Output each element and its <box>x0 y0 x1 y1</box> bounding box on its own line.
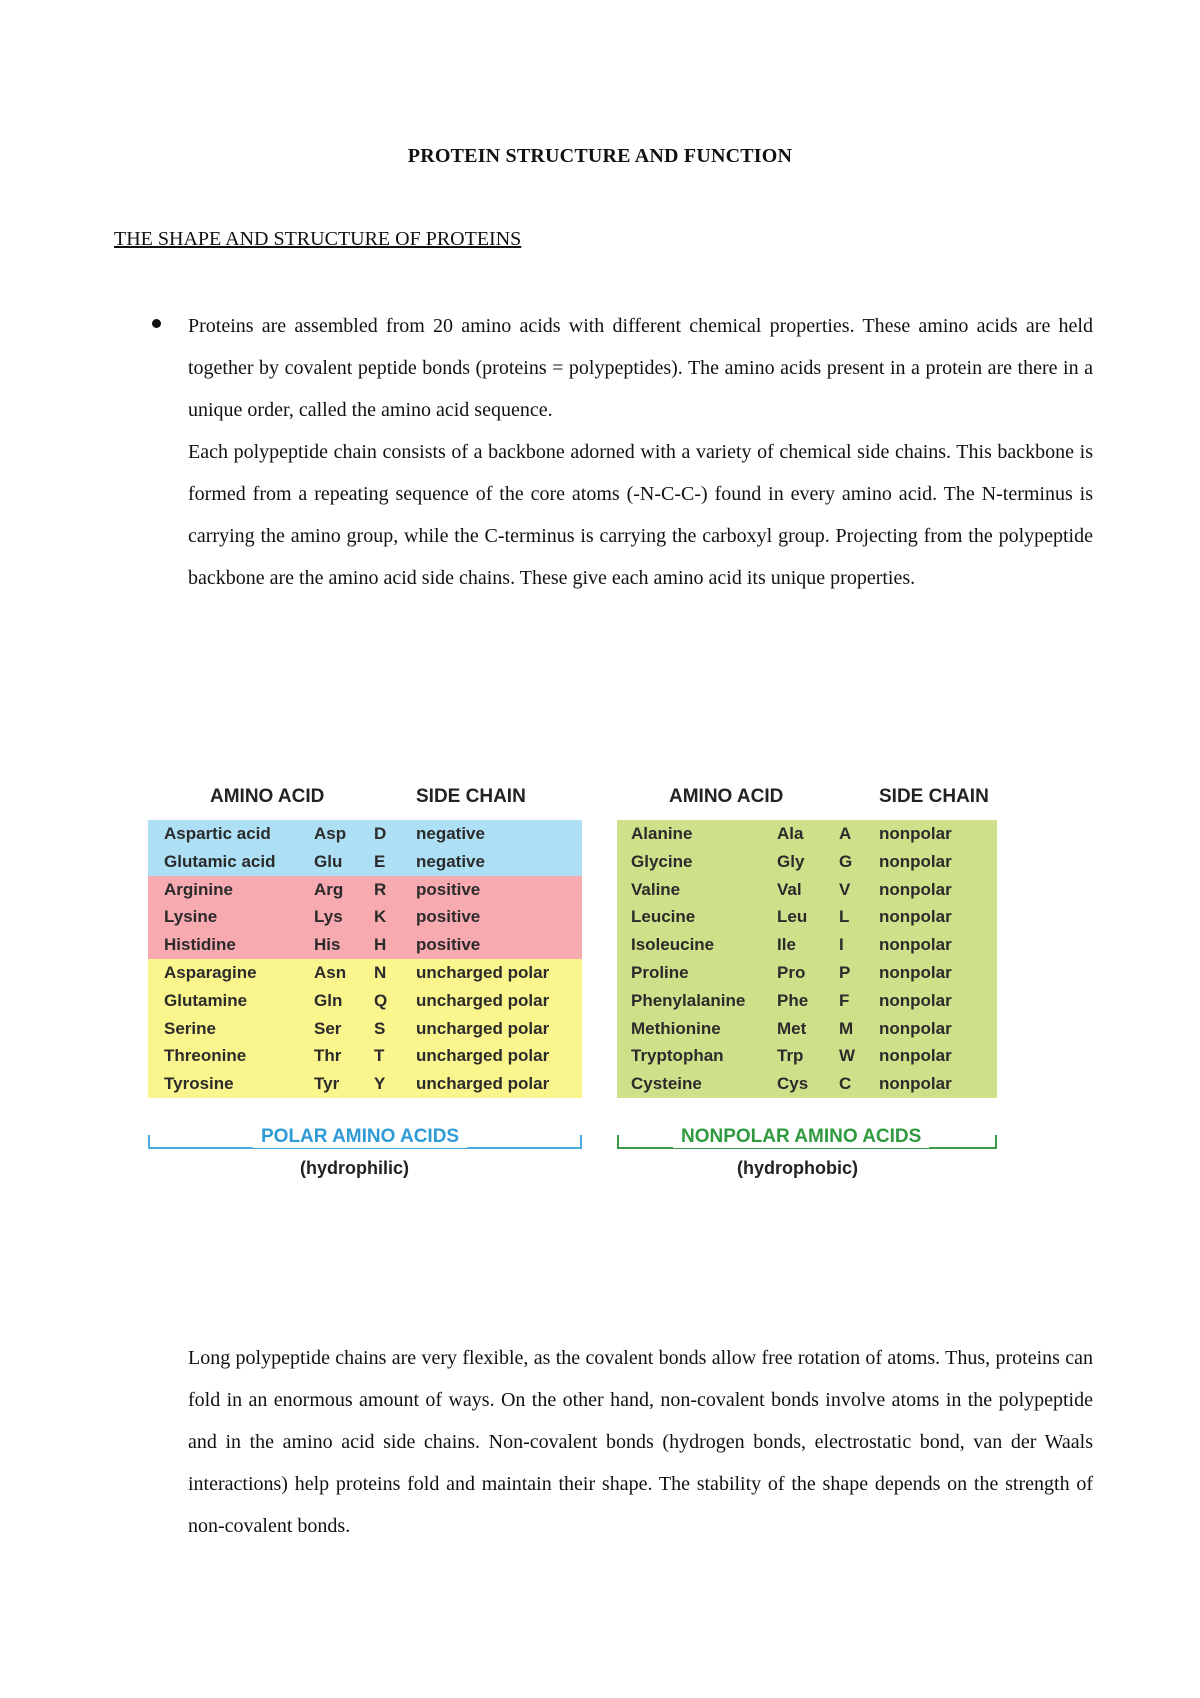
polar-abbr: Gln <box>314 990 343 1010</box>
polar-row <box>148 931 582 959</box>
polar-name: Tyrosine <box>164 1074 234 1094</box>
polar-row <box>148 848 582 876</box>
polar-name: Asparagine <box>164 962 257 982</box>
nonpolar-row <box>617 987 997 1015</box>
nonpolar-row <box>617 820 997 848</box>
polar-code: E <box>374 851 386 871</box>
nonpolar-row <box>617 903 997 931</box>
paragraph-1: Proteins are assembled from 20 amino acids with different chemical properties. These amino acids are held together by covalent peptide bonds (proteins = polypeptides). The amino acids present in a protein are there in a unique order, called the amino acid sequence. <box>188 315 1093 421</box>
nonpolar-label: NONPOLAR AMINO ACIDS <box>673 1126 929 1148</box>
polar-abbr: Tyr <box>314 1074 340 1094</box>
polar-abbr: Glu <box>314 851 343 871</box>
nonpolar-name: Phenylalanine <box>631 990 746 1010</box>
polar-row <box>148 1015 582 1043</box>
polar-name: Arginine <box>164 879 233 899</box>
section-heading: THE SHAPE AND STRUCTURE OF PROTEINS <box>114 228 522 250</box>
nonpolar-rows <box>617 820 997 1098</box>
nonpolar-code: A <box>839 824 852 843</box>
nonpolar-name: Alanine <box>631 824 693 843</box>
bullet-icon <box>152 319 161 328</box>
nonpolar-code: V <box>839 879 851 899</box>
nonpolar-row <box>617 959 997 987</box>
polar-sublabel: (hydrophilic) <box>300 1158 409 1178</box>
polar-abbr: Arg <box>314 879 344 899</box>
nonpolar-code: L <box>839 907 850 927</box>
nonpolar-name: Proline <box>631 962 689 982</box>
nonpolar-name: Tryptophan <box>631 1046 724 1066</box>
polar-name: Aspartic acid <box>164 824 271 843</box>
paragraph-3: Long polypeptide chains are very flexible, as the covalent bonds allow free rotation of atoms. Thus, proteins can fold in an enormous amount of ways. On the other hand, non-covalent bonds involve atoms in the polypeptide and in the amino acid side chains. Non-covalent bonds (hydrogen bonds, electrostatic bond, van der Waals interactions) help proteins fold and maintain their shape. The stability of the shape depends on the strength of non-covalent bonds. <box>188 1347 1093 1537</box>
nonpolar-side: nonpolar <box>879 1018 952 1038</box>
polar-name: Lysine <box>164 907 218 927</box>
nonpolar-row <box>617 1015 997 1043</box>
page-title: PROTEIN STRUCTURE AND FUNCTION <box>407 145 793 167</box>
nonpolar-abbr: Phe <box>777 990 809 1010</box>
polar-code: R <box>374 879 387 899</box>
polar-side: uncharged polar <box>416 1046 550 1066</box>
nonpolar-row <box>617 1042 997 1070</box>
nonpolar-name: Methionine <box>631 1018 721 1038</box>
polar-side: uncharged polar <box>416 1018 550 1038</box>
polar-label: POLAR AMINO ACIDS <box>253 1126 467 1148</box>
polar-name: Serine <box>164 1018 216 1038</box>
nonpolar-table-header <box>617 780 997 820</box>
nonpolar-side: nonpolar <box>879 962 952 982</box>
nonpolar-name: Leucine <box>631 907 696 927</box>
polar-name: Glutamic acid <box>164 851 276 871</box>
polar-side: positive <box>416 879 481 899</box>
nonpolar-code: C <box>839 1074 852 1094</box>
nonpolar-side: nonpolar <box>879 1074 952 1094</box>
polar-side: negative <box>416 824 485 843</box>
nonpolar-row <box>617 876 997 904</box>
nonpolar-name: Valine <box>631 879 681 899</box>
nonpolar-sublabel: (hydrophobic) <box>737 1158 858 1178</box>
polar-code: N <box>374 962 387 982</box>
nonpolar-abbr: Ile <box>777 935 796 955</box>
polar-row <box>148 1042 582 1070</box>
polar-code: D <box>374 824 387 843</box>
polar-side: uncharged polar <box>416 990 550 1010</box>
nonpolar-side: nonpolar <box>879 879 952 899</box>
polar-abbr: Thr <box>314 1046 342 1066</box>
nonpolar-abbr: Ala <box>777 824 804 843</box>
polar-name: Histidine <box>164 935 236 955</box>
nonpolar-code: G <box>839 851 853 871</box>
nonpolar-name: Isoleucine <box>631 935 715 955</box>
polar-code: H <box>374 935 387 955</box>
polar-amino-acid-table <box>148 780 582 1098</box>
polar-side: positive <box>416 935 481 955</box>
polar-code: T <box>374 1046 385 1066</box>
nonpolar-code: P <box>839 962 851 982</box>
polar-code: Q <box>374 990 388 1010</box>
nonpolar-code: M <box>839 1018 854 1038</box>
polar-code: Y <box>374 1074 386 1094</box>
nonpolar-amino-acid-table <box>617 780 997 1098</box>
polar-row <box>148 903 582 931</box>
nonpolar-header-amino-acid: AMINO ACID <box>669 786 784 807</box>
nonpolar-side: nonpolar <box>879 851 952 871</box>
nonpolar-abbr: Trp <box>777 1046 804 1066</box>
nonpolar-abbr: Cys <box>777 1074 809 1094</box>
nonpolar-name: Cysteine <box>631 1074 702 1094</box>
nonpolar-name: Glycine <box>631 851 693 871</box>
nonpolar-abbr: Val <box>777 879 802 899</box>
nonpolar-abbr: Pro <box>777 962 806 982</box>
nonpolar-row <box>617 848 997 876</box>
nonpolar-abbr: Met <box>777 1018 807 1038</box>
nonpolar-side: nonpolar <box>879 1046 952 1066</box>
nonpolar-side: nonpolar <box>879 824 952 843</box>
polar-code: K <box>374 907 387 927</box>
nonpolar-code: I <box>839 935 844 955</box>
polar-code: S <box>374 1018 386 1038</box>
nonpolar-abbr: Gly <box>777 851 805 871</box>
polar-table-header <box>148 780 582 820</box>
nonpolar-row <box>617 931 997 959</box>
polar-header-side-chain: SIDE CHAIN <box>416 786 526 807</box>
nonpolar-side: nonpolar <box>879 907 952 927</box>
polar-header-amino-acid: AMINO ACID <box>210 786 325 807</box>
polar-row <box>148 820 582 848</box>
polar-row <box>148 959 582 987</box>
polar-row <box>148 987 582 1015</box>
polar-row <box>148 1070 582 1098</box>
nonpolar-header-side-chain: SIDE CHAIN <box>879 786 989 807</box>
polar-name: Threonine <box>164 1046 247 1066</box>
polar-abbr: Asp <box>314 824 347 843</box>
polar-row <box>148 876 582 904</box>
paragraph-2: Each polypeptide chain consists of a backbone adorned with a variety of chemical side chains. This backbone is formed from a repeating sequence of the core atoms (-N-C-C-) found in every amino acid. The N-terminus is carrying the amino group, while the C-terminus is carrying the carboxyl group. Projecting from the polypeptide backbone are the amino acid side chains. These give each amino acid its unique properties. <box>188 441 1093 589</box>
nonpolar-side: nonpolar <box>879 990 952 1010</box>
polar-abbr: Ser <box>314 1018 342 1038</box>
nonpolar-code: F <box>839 990 850 1010</box>
nonpolar-abbr: Leu <box>777 907 808 927</box>
polar-side: uncharged polar <box>416 962 550 982</box>
nonpolar-side: nonpolar <box>879 935 952 955</box>
polar-name: Glutamine <box>164 990 248 1010</box>
polar-rows <box>148 820 582 1098</box>
polar-side: uncharged polar <box>416 1074 550 1094</box>
polar-abbr: Lys <box>314 907 343 927</box>
nonpolar-code: W <box>839 1046 856 1066</box>
nonpolar-row <box>617 1070 997 1098</box>
polar-abbr: Asn <box>314 962 347 982</box>
polar-side: positive <box>416 907 481 927</box>
polar-abbr: His <box>314 935 341 955</box>
polar-side: negative <box>416 851 485 871</box>
